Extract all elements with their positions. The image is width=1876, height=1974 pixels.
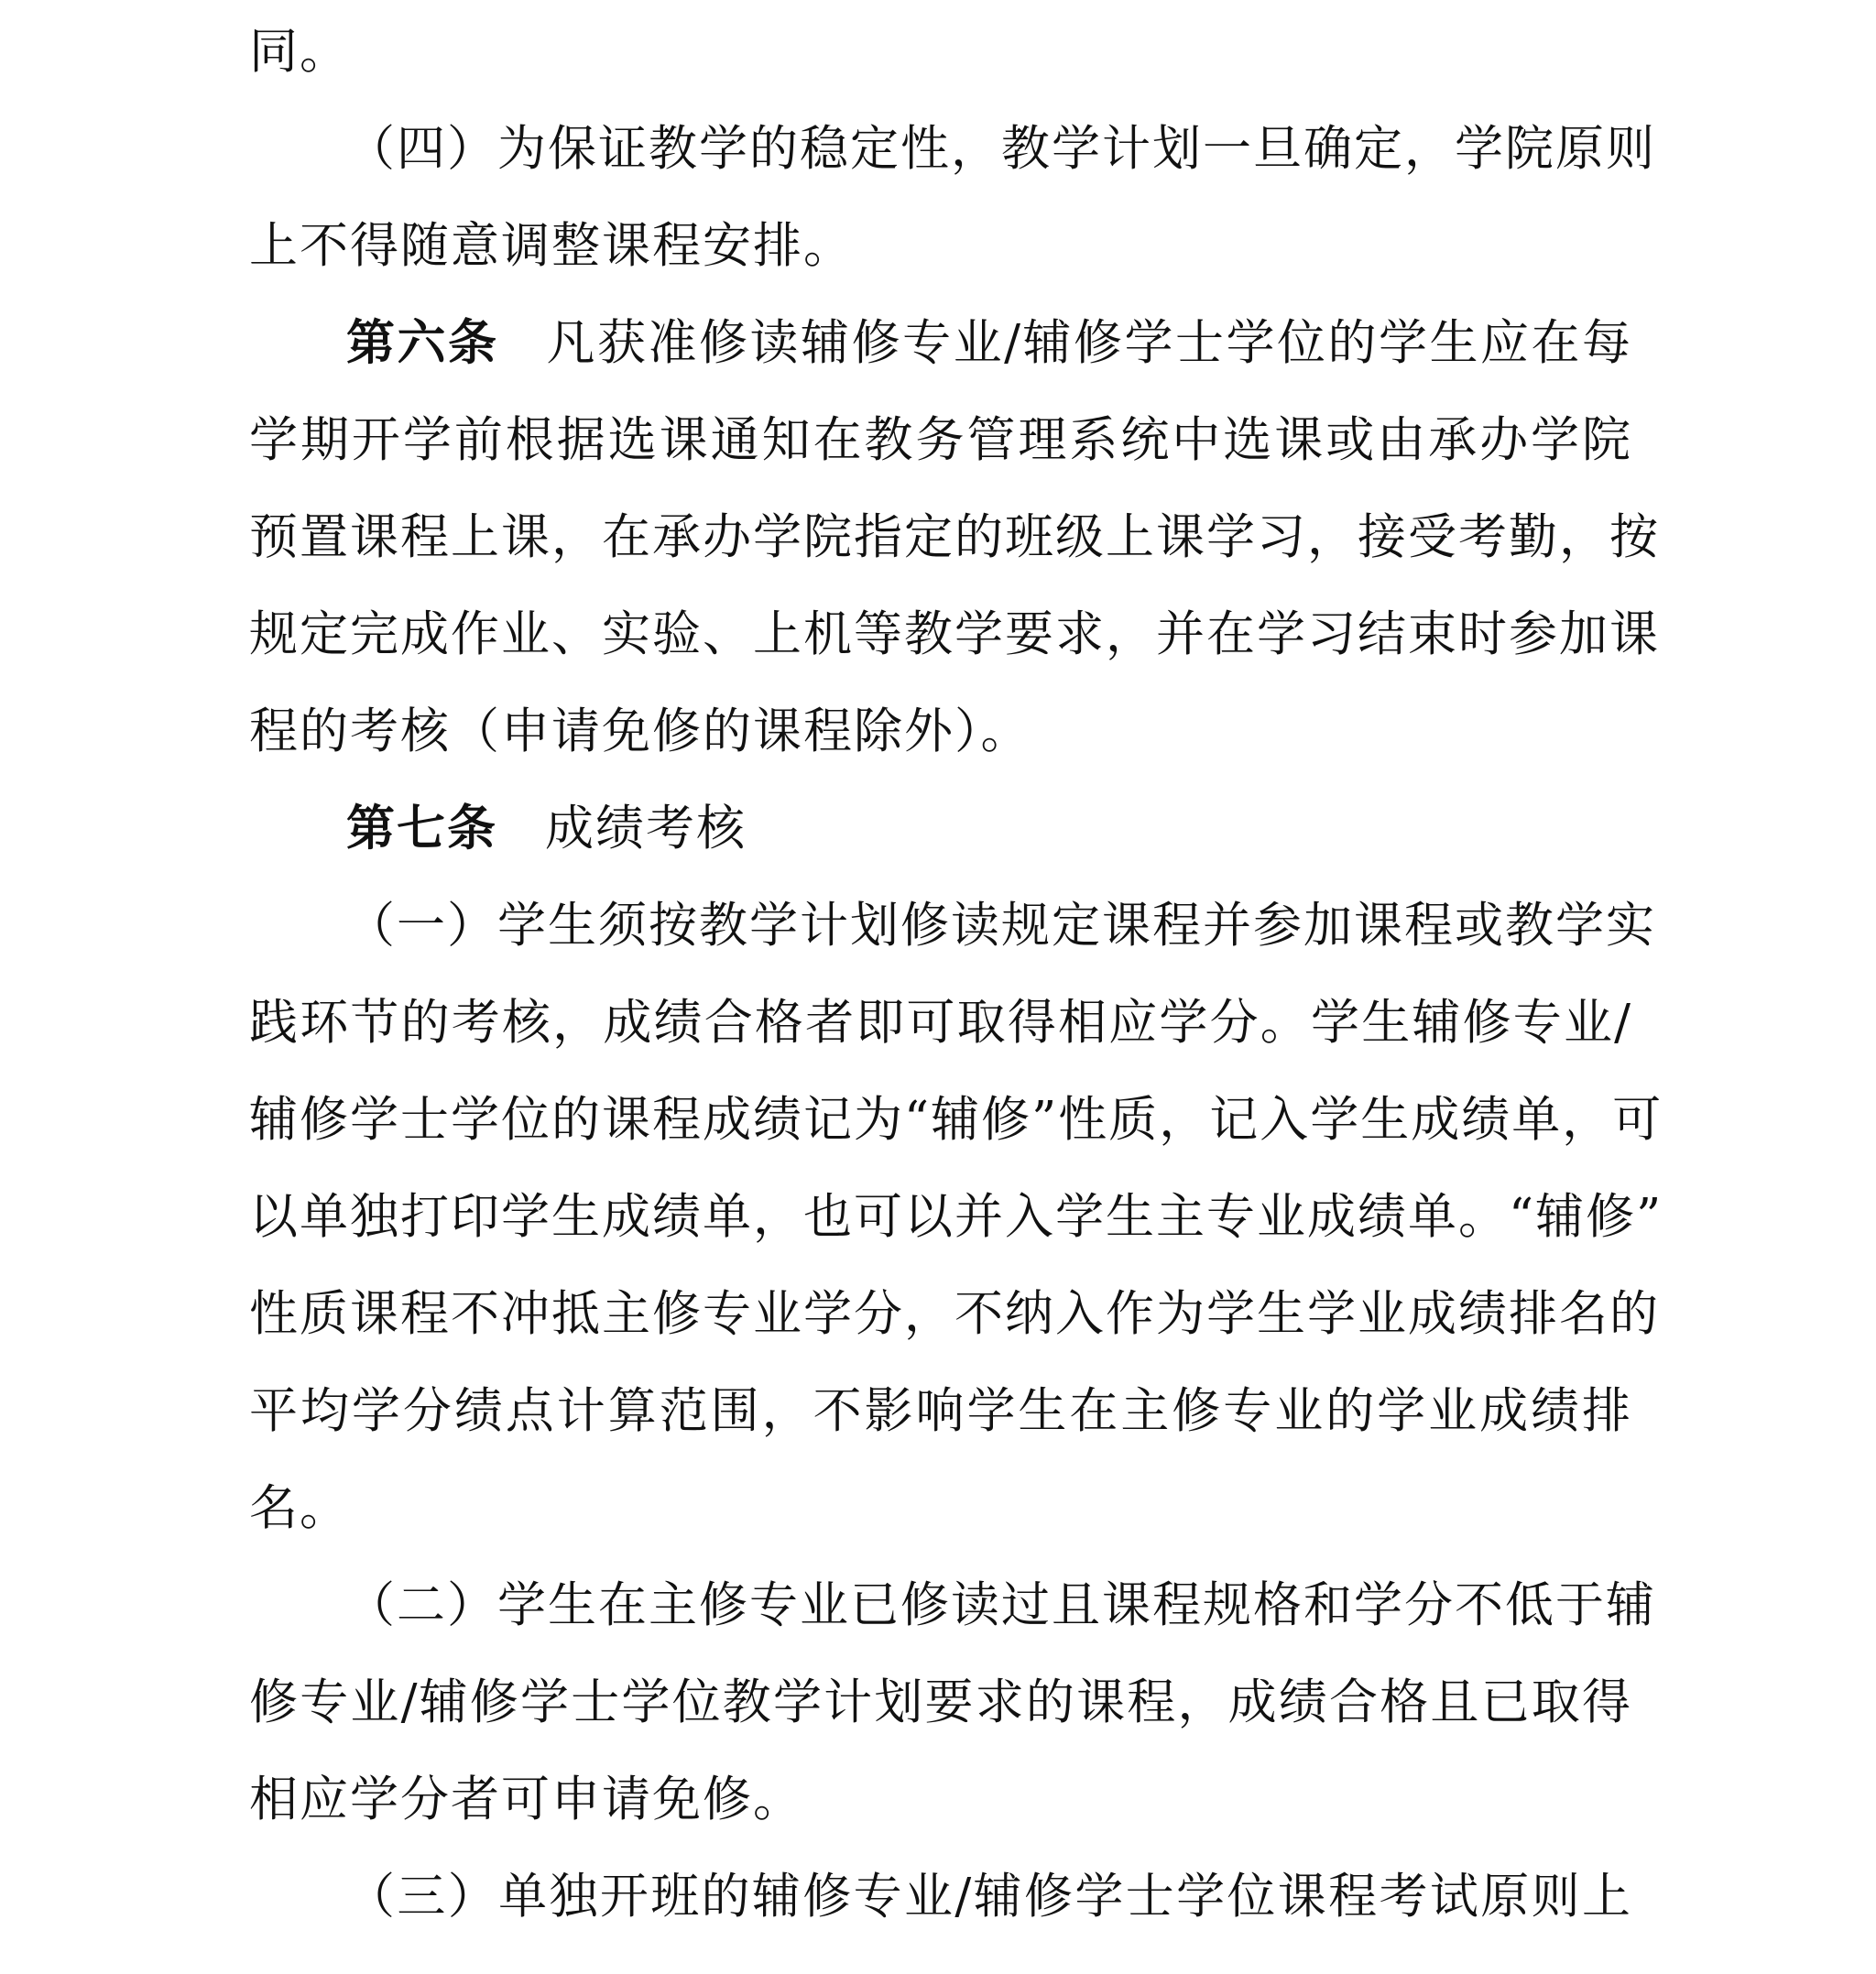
text-line: （一）学生须按教学计划修读规定课程并参加课程或教学实 [346, 898, 1656, 954]
text-line: （四）为保证教学的稳定性，教学计划一旦确定，学院原则 [346, 121, 1656, 177]
text-line: （三）单独开班的辅修专业/辅修学士学位课程考试原则上 [346, 1869, 1632, 1925]
text-line: 同。 [249, 24, 350, 80]
text-line: 预置课程上课，在承办学院指定的班级上课学习，接受考勤，按 [249, 509, 1660, 565]
text-line: 程的考核（申请免修的课程除外）。 [249, 703, 1031, 759]
text-line: 平均学分绩点计算范围，不影响学生在主修专业的学业成绩排 [249, 1383, 1632, 1439]
article-7-heading [346, 788, 747, 870]
text-line: 辅修学士学位的课程成绩记为“辅修”性质，记入学生成绩单，可 [249, 1092, 1663, 1148]
text-line: 性质课程不冲抵主修专业学分，不纳入作为学生学业成绩排名的 [249, 1286, 1660, 1342]
text-line: 规定完成作业、实验、上机等教学要求，并在学习结束时参加课 [249, 606, 1660, 662]
text-line: （二）学生在主修专业已修读过且课程规格和学分不低于辅 [346, 1577, 1656, 1633]
article-6-label: 第六条 [346, 315, 499, 371]
article-7-label: 第七条 [346, 801, 497, 856]
text-line: 践环节的考核，成绩合格者即可取得相应学分。学生辅修专业/ [249, 995, 1632, 1051]
text-line: 凡获准修读辅修专业/辅修学士学位的学生应在每 [546, 315, 1633, 371]
text-line: 上不得随意调整课程安排。 [249, 218, 854, 274]
text-line: 修专业/辅修学士学位教学计划要求的课程，成绩合格且已取得 [249, 1674, 1632, 1730]
article-7-title: 成绩考核 [545, 801, 747, 856]
text-line: 相应学分者可申请免修。 [249, 1772, 803, 1827]
text-line: 学期开学前根据选课通知在教务管理系统中选课或由承办学院 [249, 412, 1632, 468]
text-line: 以单独打印学生成绩单，也可以并入学生主专业成绩单。“辅修” [249, 1189, 1663, 1245]
article-6-first-line [346, 302, 1632, 385]
text-line: 名。 [249, 1480, 350, 1536]
